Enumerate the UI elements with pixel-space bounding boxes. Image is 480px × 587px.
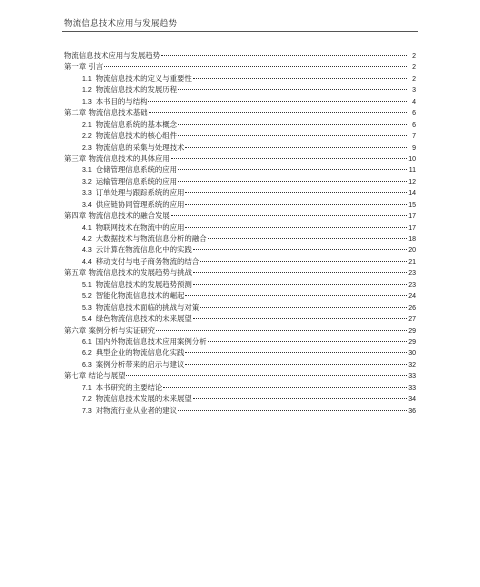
- toc-section-entry[interactable]: [64, 290, 416, 301]
- toc-dot-leader: [178, 89, 407, 90]
- toc-dot-leader: [178, 410, 407, 411]
- toc-section-entry[interactable]: [64, 347, 416, 358]
- toc-page-number: 30: [408, 350, 416, 358]
- toc-section-entry[interactable]: [64, 393, 416, 404]
- toc-page-number: 20: [408, 247, 416, 255]
- toc-section-entry[interactable]: [64, 233, 416, 244]
- toc-page-number: 18: [408, 236, 416, 243]
- toc-section-number: 6.2: [82, 350, 92, 358]
- toc-section-number: 2.3: [82, 144, 92, 152]
- toc-page-number: 6: [412, 121, 416, 129]
- toc-chapter-entry[interactable]: [64, 325, 416, 336]
- toc-section-number: 6.1: [82, 338, 92, 346]
- toc-dot-leader: [156, 330, 407, 331]
- toc-entry-title: 云计算在物流信息化中的实践: [95, 245, 192, 255]
- toc-section-entry[interactable]: [64, 222, 416, 233]
- toc-entry-title: 绿色物流信息技术的未来展望: [95, 314, 192, 324]
- toc-entry-title: 物联网技术在物流中的应用: [95, 222, 185, 232]
- toc-dot-leader: [208, 238, 407, 239]
- toc-chapter-entry[interactable]: [64, 107, 416, 118]
- toc-section-entry[interactable]: [64, 130, 416, 141]
- toc-dot-leader: [185, 192, 407, 193]
- toc-page-number: 14: [408, 190, 416, 198]
- toc-dot-leader: [193, 249, 407, 250]
- table-of-contents: [64, 50, 416, 416]
- toc-section-entry[interactable]: [64, 244, 416, 255]
- toc-dot-leader: [193, 272, 407, 273]
- toc-dot-leader: [193, 398, 407, 399]
- toc-section-entry[interactable]: [64, 313, 416, 324]
- toc-entry-title: 案例分析带来的启示与建议: [95, 359, 185, 369]
- toc-entry-title: 物流信息技术应用与发展趋势: [64, 51, 161, 60]
- running-header: 物流信息技术应用与发展趋势: [64, 19, 178, 29]
- toc-page-number: 36: [408, 407, 416, 415]
- toc-dot-leader: [171, 158, 407, 159]
- toc-dot-leader: [185, 295, 407, 296]
- toc-page-number: 33: [408, 384, 416, 392]
- toc-entry-title: 对物流行业从业者的建议: [95, 405, 178, 415]
- toc-page-number: 11: [408, 167, 416, 175]
- toc-entry-title: 本书目的与结构: [95, 96, 148, 106]
- toc-entry-title: 供应链协同管理系统的应用: [95, 199, 185, 209]
- toc-entry-title: 物流信息技术面临的挑战与对策: [95, 302, 200, 312]
- toc-page-number: 2: [412, 53, 416, 60]
- toc-page-number: 3: [412, 87, 416, 95]
- toc-dot-leader: [104, 66, 407, 67]
- toc-entry-title: 智能化物流信息技术的崛起: [95, 291, 185, 301]
- toc-entry-title: 运输管理信息系统的应用: [95, 176, 178, 186]
- toc-dot-leader: [178, 169, 407, 170]
- toc-dot-leader: [193, 78, 407, 79]
- toc-section-number: 5.4: [82, 316, 92, 324]
- toc-section-number: 7.3: [82, 407, 92, 415]
- toc-page-number: 2: [412, 75, 416, 83]
- toc-section-entry[interactable]: [64, 164, 416, 175]
- toc-entry-title: 第二章 物流信息技术基础: [64, 108, 148, 118]
- toc-entry-title: 第五章 物流信息技术的发展趋势与挑战: [64, 268, 192, 278]
- toc-page-number: 34: [408, 396, 416, 404]
- toc-page-number: 24: [408, 293, 416, 301]
- toc-section-entry[interactable]: [64, 187, 416, 198]
- toc-dot-leader: [185, 204, 407, 205]
- toc-chapter-entry[interactable]: [64, 267, 416, 278]
- toc-page-number: 6: [412, 110, 416, 118]
- toc-section-number: 7.2: [82, 396, 92, 404]
- toc-section-number: 4.2: [82, 236, 92, 243]
- toc-dot-leader: [171, 215, 407, 216]
- toc-section-number: 6.3: [82, 361, 92, 369]
- toc-section-number: 5.1: [82, 281, 92, 289]
- toc-dot-leader: [178, 124, 407, 125]
- toc-entry-title: 物流信息技术的核心组件: [95, 131, 178, 141]
- toc-entry-title: 第六章 案例分析与实证研究: [64, 325, 156, 335]
- toc-page-number: 21: [408, 258, 416, 266]
- toc-section-entry[interactable]: [64, 279, 416, 290]
- toc-entry-title: 订单处理与跟踪系统的应用: [95, 188, 185, 198]
- toc-chapter-entry[interactable]: [64, 61, 416, 72]
- toc-section-entry[interactable]: [64, 199, 416, 210]
- toc-entry-title: 第四章 物流信息技术的融合发展: [64, 211, 170, 221]
- toc-dot-leader: [178, 135, 407, 136]
- toc-section-entry[interactable]: [64, 302, 416, 313]
- toc-section-entry[interactable]: [64, 176, 416, 187]
- toc-entry-title: 大数据技术与物流信息分析的融合: [95, 234, 207, 243]
- toc-section-number: 1.3: [82, 98, 92, 106]
- toc-section-number: 5.3: [82, 304, 92, 312]
- toc-entry-title: 国内外物流信息技术应用案例分析: [95, 336, 207, 346]
- toc-section-number: 5.2: [82, 293, 92, 301]
- toc-dot-leader: [185, 227, 407, 228]
- toc-chapter-entry[interactable]: [64, 153, 416, 164]
- toc-section-entry[interactable]: [64, 359, 416, 370]
- toc-section-entry[interactable]: [64, 119, 416, 130]
- toc-entry-title: 移动支付与电子商务物流的结合: [95, 256, 200, 266]
- toc-section-entry[interactable]: [64, 405, 416, 416]
- toc-section-number: 4.4: [82, 258, 92, 266]
- toc-dot-leader: [178, 181, 407, 182]
- toc-section-number: 4.1: [82, 224, 92, 232]
- toc-page-number: 15: [408, 201, 416, 209]
- toc-page-number: 23: [408, 270, 416, 278]
- toc-dot-leader: [185, 352, 407, 353]
- toc-section-entry[interactable]: [64, 73, 416, 84]
- toc-dot-leader: [193, 318, 407, 319]
- toc-page-number: 7: [412, 133, 416, 141]
- toc-page-number: 12: [408, 178, 416, 186]
- toc-page-number: 32: [408, 361, 416, 369]
- toc-entry-title: 仓储管理信息系统的应用: [95, 165, 178, 175]
- toc-chapter-entry[interactable]: [64, 50, 416, 61]
- toc-entry-title: 第七章 结论与展望: [64, 371, 126, 381]
- toc-page-number: 29: [408, 338, 416, 346]
- toc-section-entry[interactable]: [64, 336, 416, 347]
- toc-page-number: 29: [408, 327, 416, 335]
- toc-page-number: 17: [408, 224, 416, 232]
- toc-dot-leader: [161, 55, 407, 56]
- toc-dot-leader: [200, 261, 407, 262]
- toc-entry-title: 第三章 物流信息技术的具体应用: [64, 153, 170, 163]
- toc-entry-title: 本书研究的主要结论: [95, 382, 163, 392]
- toc-page-number: 17: [408, 213, 416, 221]
- toc-chapter-entry[interactable]: [64, 370, 416, 381]
- toc-entry-title: 典型企业的物流信息化实践: [95, 348, 185, 358]
- toc-section-number: 7.1: [82, 384, 92, 392]
- toc-section-number: 3.1: [82, 167, 92, 175]
- toc-dot-leader: [185, 364, 407, 365]
- toc-section-entry[interactable]: [64, 142, 416, 153]
- toc-entry-title: 物流信息技术发展的未来展望: [95, 394, 192, 404]
- header-divider: [62, 31, 418, 32]
- toc-section-number: 4.3: [82, 247, 92, 255]
- toc-page-number: 26: [408, 304, 416, 312]
- toc-section-number: 3.2: [82, 178, 92, 186]
- toc-page-number: 33: [408, 373, 416, 381]
- toc-section-number: 1.1: [82, 75, 92, 83]
- toc-chapter-entry[interactable]: [64, 210, 416, 221]
- toc-dot-leader: [126, 375, 407, 376]
- toc-dot-leader: [193, 284, 407, 285]
- toc-page-number: 27: [408, 316, 416, 324]
- toc-entry-title: 物流信息技术的定义与重要性: [95, 73, 192, 83]
- toc-section-number: 1.2: [82, 87, 92, 95]
- toc-dot-leader: [185, 147, 407, 148]
- toc-dot-leader: [200, 307, 407, 308]
- toc-entry-title: 物流信息技术的发展趋势预测: [95, 279, 192, 289]
- toc-section-number: 3.4: [82, 201, 92, 209]
- toc-page-number: 2: [412, 64, 416, 72]
- toc-entry-title: 物流信息的采集与处理技术: [95, 142, 185, 152]
- toc-section-number: 3.3: [82, 190, 92, 198]
- toc-page-number: 10: [408, 155, 416, 163]
- toc-page-number: 23: [408, 281, 416, 289]
- toc-section-number: 2.2: [82, 133, 92, 141]
- toc-section-number: 2.1: [82, 121, 92, 129]
- toc-section-entry[interactable]: [64, 382, 416, 393]
- toc-page-number: 4: [412, 98, 416, 106]
- toc-dot-leader: [208, 341, 407, 342]
- toc-section-entry[interactable]: [64, 84, 416, 95]
- toc-section-entry[interactable]: [64, 96, 416, 107]
- toc-entry-title: 第一章 引言: [64, 62, 104, 72]
- toc-entry-title: 物流信息系统的基本概念: [95, 119, 178, 129]
- toc-dot-leader: [149, 112, 407, 113]
- toc-dot-leader: [148, 101, 407, 102]
- toc-page-number: 9: [412, 144, 416, 152]
- toc-section-entry[interactable]: [64, 256, 416, 267]
- toc-entry-title: 物流信息技术的发展历程: [95, 85, 178, 95]
- toc-dot-leader: [163, 387, 407, 388]
